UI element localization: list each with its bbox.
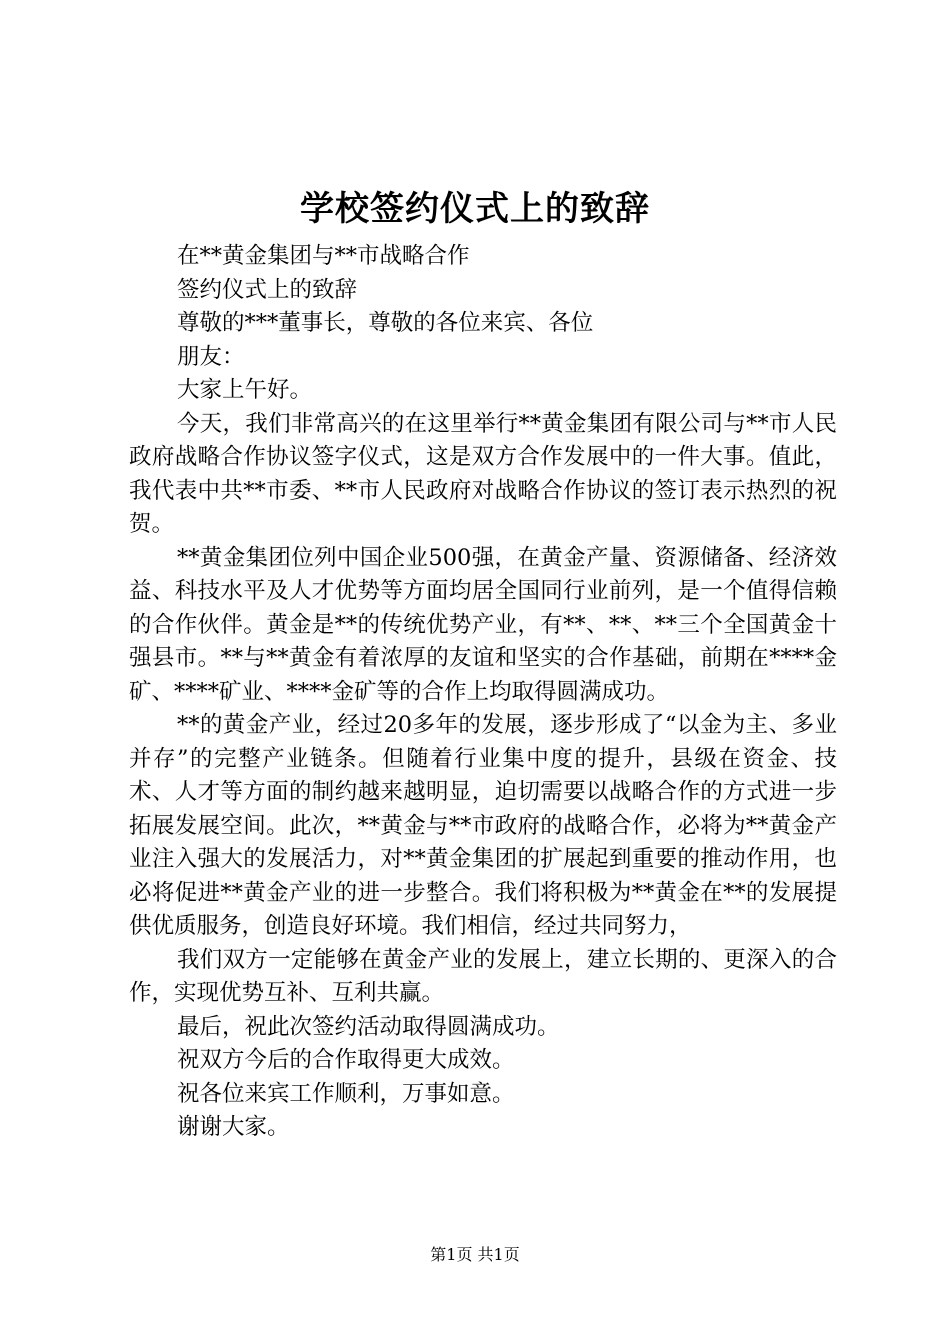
page-footer: 第1页 共1页 — [430, 1245, 520, 1264]
closing-line-1: 最后，祝此次签约活动取得圆满成功。 — [177, 1013, 560, 1040]
salutation-line-2: 朋友： — [177, 343, 245, 370]
greeting-line: 大家上午好。 — [177, 377, 313, 403]
salutation-line-1: 尊敬的***董事长，尊敬的各位来宾、各位 — [177, 310, 594, 336]
paragraph-4: 我们双方一定能够在黄金产业的发展上，建立长期的、更深入的合作，实现优势互补、互利共赢。 — [129, 946, 837, 1006]
paragraph-3: **的黄金产业，经过20多年的发展，逐步形成了“以金为主、多业并存”的完整产业链条。但随着行业集中度的提升，县级在资金、技术、人才等方面的制约越来越明显，迫切需要以战略合作的方式进一步拓展发展空间。此次，**黄金与**市政府的战略合作，必将为**黄金产业注入强大的发展活力，对**黄金集团的扩展起到重要的推动作用，也必将促进**黄金产业的进一步整合。我们将积极为**黄金在**的发展提供优质服务，创造良好环境。我们相信，经过共同努力， — [129, 712, 837, 939]
document-body — [129, 240, 837, 1145]
paragraph-1: 今天，我们非常高兴的在这里举行**黄金集团有限公司与**市人民政府战略合作协议签字仪式，这是双方合作发展中的一件大事。值此，我代表中共**市委、**市人民政府对战略合作协议的签订表示热烈的祝贺。 — [129, 410, 837, 537]
closing-line-4: 谢谢大家。 — [177, 1114, 290, 1140]
intro-line-1: 在**黄金集团与**市战略合作 — [177, 243, 470, 269]
paragraph-2: **黄金集团位列中国企业500强，在黄金产量、资源储备、经济效益、科技水平及人才优势等方面均居全国同行业前列，是一个值得信赖的合作伙伴。黄金是**的传统优势产业，有**、**、**三个全国黄金十强县市。**与**黄金有着浓厚的友谊和坚实的合作基础，前期在****金矿、****矿业、****金矿等的合作上均取得圆满成功。 — [129, 544, 837, 705]
intro-line-2: 签约仪式上的致辞 — [177, 276, 358, 303]
closing-line-2: 祝双方今后的合作取得更大成效。 — [177, 1047, 515, 1073]
page-title: 学校签约仪式上的致辞 — [300, 189, 650, 229]
closing-line-3: 祝各位来宾工作顺利，万事如意。 — [177, 1080, 515, 1107]
